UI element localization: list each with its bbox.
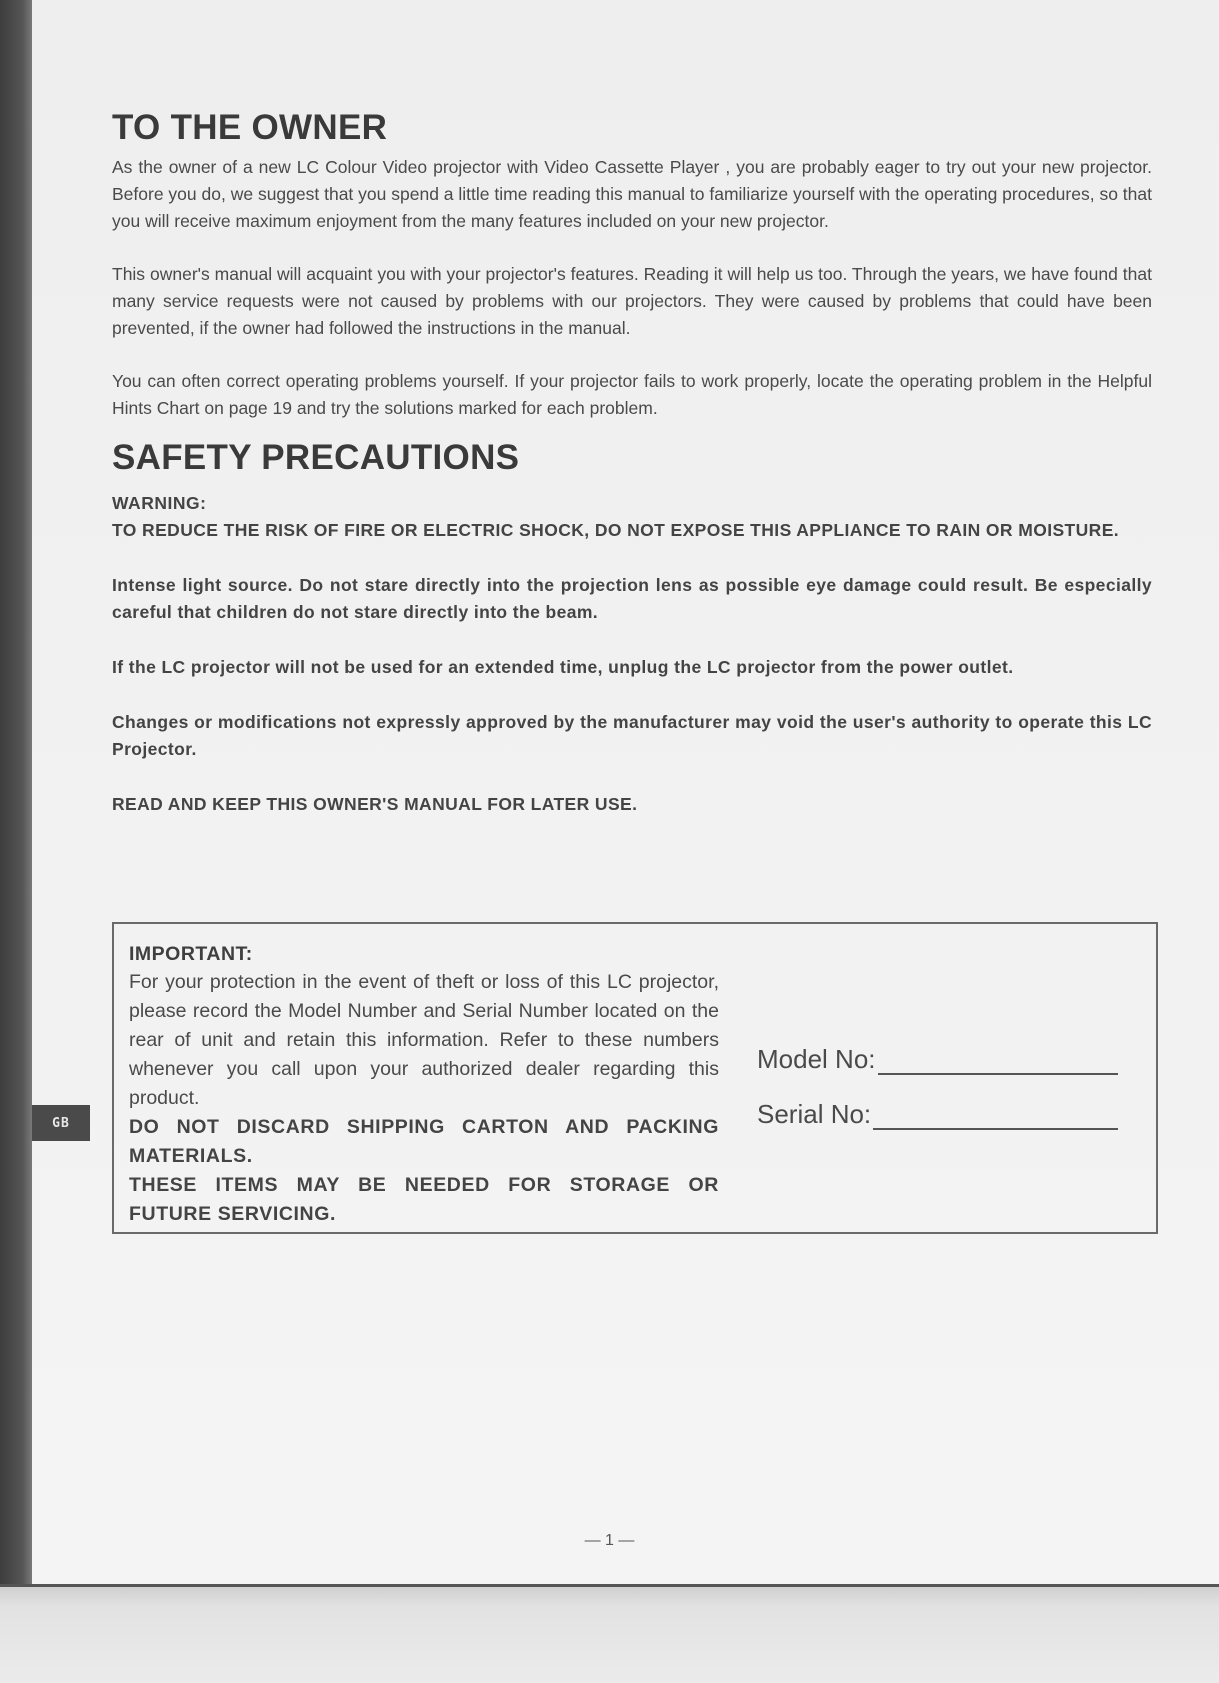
important-storage-notice: THESE ITEMS MAY BE NEEDED FOR STORAGE OR FUTURE SERVICING. (129, 1174, 719, 1225)
safety-note-keep-manual: READ AND KEEP THIS OWNER'S MANUAL FOR LATER USE. (112, 794, 638, 814)
safety-note-modifications: Changes or modifications not expressly approved by the manufacturer may void the user's authority to operate this LC Projector. (112, 712, 1152, 759)
warning-label: WARNING: (112, 493, 207, 513)
owner-title: TO THE OWNER (112, 108, 388, 147)
page-content (112, 108, 1152, 818)
page-number: — 1 — (584, 1532, 635, 1549)
important-carton-notice: DO NOT DISCARD SHIPPING CARTON AND PACKING MATERIALS. (129, 1116, 719, 1167)
owner-paragraph-1: As the owner of a new LC Colour Video projector with Video Cassette Player , you are probably eager to try out your new projector. Before you do, we suggest that you spend a little time reading this manual to familiarize yourself with the operating procedures, so that you will receive maximum enjoyment from the many features included on your new projector. (112, 157, 1152, 231)
important-text: For your protection in the event of theft or loss of this LC projector, please record the Model Number and Serial Number located on the rear of unit and retain this information. Refer to these numbers whenever you call upon your authorized dealer regarding this product. (129, 971, 719, 1109)
serial-number-line (873, 1102, 1118, 1130)
owner-paragraph-2: This owner's manual will acquaint you with your projector's features. Reading it will help us too. Through the years, we have found that many service requests were not caused by problems with our projectors. They were caused by problems that could have been prevented, if the owner had followed the instructions in the manual. (112, 264, 1152, 338)
serial-number-label: Serial No: (757, 1099, 872, 1129)
book-spine (0, 0, 32, 1584)
model-number-line (878, 1047, 1118, 1075)
model-number-field[interactable] (757, 1044, 1137, 1075)
page-bottom-edge (0, 1584, 1219, 1683)
owner-paragraph-3: You can often correct operating problems yourself. If your projector fails to work properly, locate the operating problem in the Helpful Hints Chart on page 19 and try the solutions marked for each problem. (112, 371, 1152, 418)
serial-number-field[interactable] (757, 1099, 1137, 1130)
important-label: IMPORTANT: (129, 943, 253, 965)
record-fields (757, 1044, 1137, 1154)
warning-text: TO REDUCE THE RISK OF FIRE OR ELECTRIC SHOCK, DO NOT EXPOSE THIS APPLIANCE TO RAIN OR MOISTURE. (112, 520, 1120, 540)
model-number-label: Model No: (757, 1044, 876, 1074)
safety-title: SAFETY PRECAUTIONS (112, 438, 520, 477)
language-tab: GB (32, 1105, 90, 1141)
safety-note-light: Intense light source. Do not stare directly into the projection lens as possible eye damage could result. Be especially careful that children do not stare directly into the beam. (112, 575, 1152, 622)
important-box (112, 922, 1158, 1234)
safety-note-unplug: If the LC projector will not be used for an extended time, unplug the LC projector from the power outlet. (112, 657, 1014, 677)
important-text-block (129, 940, 719, 1229)
